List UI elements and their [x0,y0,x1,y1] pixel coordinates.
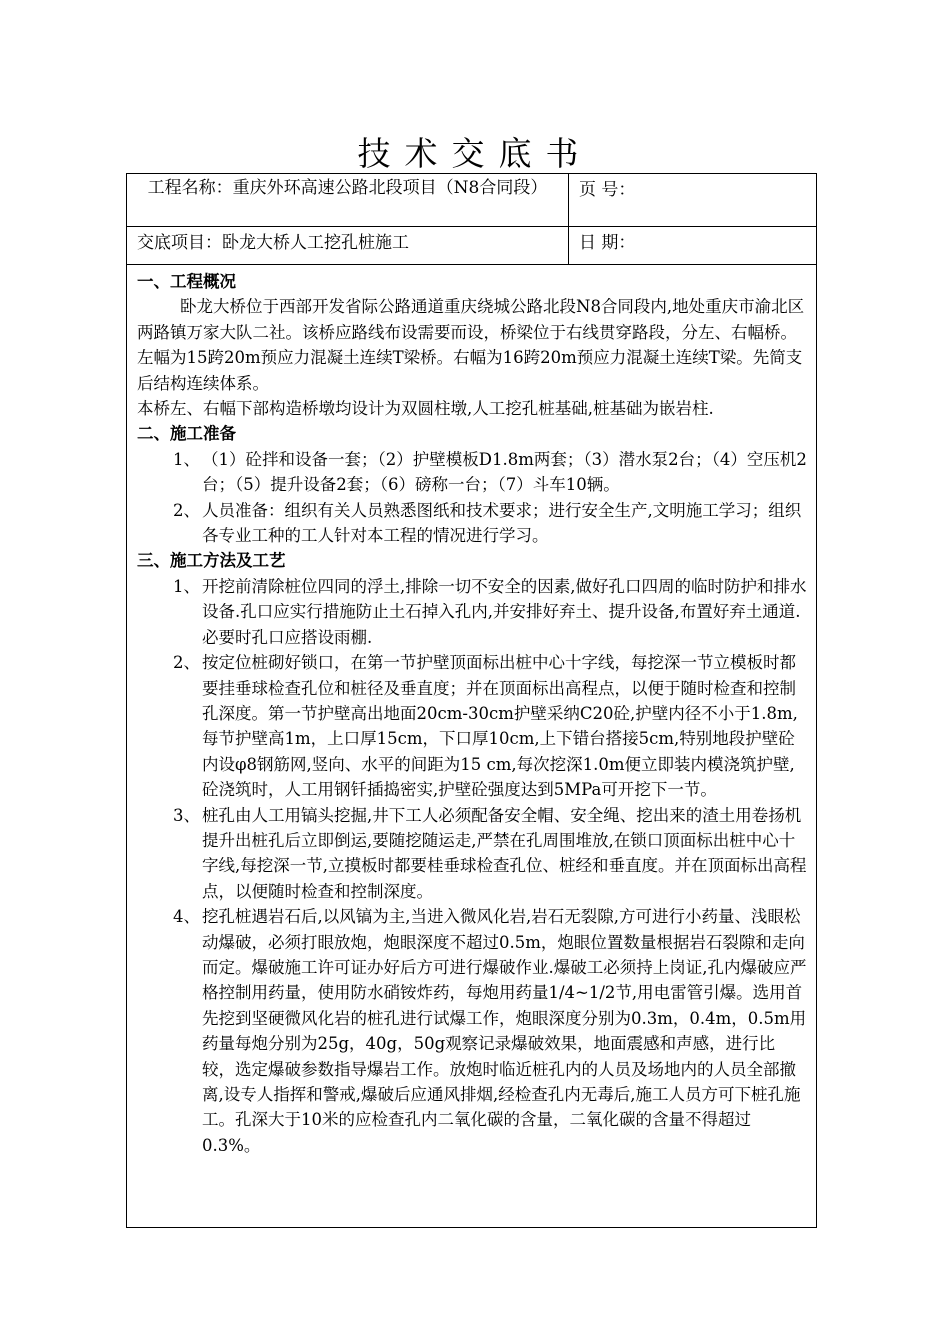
page-number-cell [569,174,817,227]
page-number-label: 页 号： [579,180,636,200]
list-item [137,803,808,905]
list-text: 按定位桩砌好锁口，在第一节护壁顶面标出桩中心十字线，每挖深一节立模板时都要挂垂球检查孔位和桩径及垂直度；并在顶面标出高程点，以便于随时检查和控制孔深度。第一节护壁高出地面20cm-30cm护壁采纳C20砼,护壁内径不小于1.8m,每节护壁高1m，上口厚15cm，下口厚10cm,上下错台搭接5cm,特别地段护壁砼内设φ8钢筋网,竖向、水平的间距为15 cm,每次挖深1.0m便立即装内模浇筑护壁,砼浇筑时，人工用钢钎插捣密实,护壁砼强度达到5MPa可开挖下一节。 [202,653,798,800]
disclosure-table [126,173,817,1228]
list-number: 4、 [173,907,200,927]
list-number: 1、 [173,449,200,469]
disclosure-item-label: 交底项目：卧龙大桥人工挖孔桩施工 [137,233,409,253]
list-text: 桩孔由人工用镐头挖掘,井下工人必须配备安全帽、安全绳、挖出来的渣土用卷扬机提升出桩孔后立即倒运,要随挖随运走,严禁在孔周围堆放,在锁口顶面标出桩中心十字线,每挖深一节,立摸板时都要桂垂球检查孔位、桩经和垂直度。并在顶面标出高程点，以便随时检查和控制深度。 [202,805,807,901]
paragraph: 本桥左、右幅下部构造桥墩均设计为双圆柱墩,人工挖孔桩基础,桩基础为嵌岩柱. [137,399,714,419]
project-name-label: 工程名称：重庆外环高速公路北段项目（N8合同段） [147,178,548,198]
list-number: 1、 [173,576,200,596]
list-number: 2、 [173,653,200,673]
project-name-cell [127,174,569,227]
list-text: （1）砼拌和设备一套；（2）护壁模板D1.8m两套；（3）潜水泵2台；（4）空压机2台；（5）提升设备2套；（6）磅称一台；（7）斗车10辆。 [202,449,807,495]
document-title: 技术交底书 [357,134,593,173]
list-item [137,904,808,1158]
list-item [137,498,808,549]
disclosure-item-cell [127,227,569,265]
list-item [137,650,808,802]
list-text: 开挖前清除桩位四同的浮土,排除一切不安全的因素,做好孔口四周的临时防护和排水设备.孔口应实行措施防止土石掉入孔内,并安排好弃土、提升设备,布置好弃土通道.必要时孔口应搭设雨棚. [202,576,807,647]
date-label: 日 期： [579,233,636,253]
list-number: 3、 [173,805,200,825]
list-text: 人员准备：组织有关人员熟悉图纸和技术要求；进行安全生产,文明施工学习；组织各专业工种的工人针对本工程的情况进行学习。 [202,500,802,546]
content-cell [127,265,817,1228]
list-text: 挖孔桩遇岩石后,以风镐为主,当进入微风化岩,岩石无裂隙,方可进行小药量、浅眼松动爆破，必须打眼放炮，炮眼深度不超过0.5m，炮眼位置数量根据岩石裂隙和走向而定。爆破施工许可证办好后方可进行爆破作业.爆破工必须持上岗证,孔内爆破应严格控制用药量，使用防水硝铵炸药，每炮用药量1/4~1/2节,用电雷管引爆。选用首先挖到坚硬微风化岩的桩孔进行试爆工作，炮眼深度分别为0.3m，0.4m，0.5m用药量每炮分别为25g，40g，50g观察记录爆破效果，地面震感和声感，进行比较，选定爆破参数指导爆岩工作。放炮时临近桩孔内的人员及场地内的人员全部撤离,设专人指挥和警戒,爆破后应通风排烟,经检查孔内无毒后,施工人员方可下桩孔施工。孔深大于10米的应检查孔内二氧化碳的含量，二氧化碳的含量不得超过0.3%。 [202,907,807,1155]
date-cell [569,227,817,265]
section-heading: 二、施工准备 [137,424,236,444]
list-number: 2、 [173,500,200,520]
section-heading: 三、施工方法及工艺 [137,551,286,571]
list-item [137,447,808,498]
section-heading: 一、工程概况 [137,272,236,291]
list-item [137,574,808,650]
paragraph: 卧龙大桥位于西部开发省际公路通道重庆绕城公路北段N8合同段内,地处重庆市渝北区两路镇万家大队二社。该桥应路线布设需要而设，桥梁位于右线贯穿路段，分左、右幅桥。左幅为15跨20m预应力混凝土连续T梁桥。右幅为16跨20m预应力混凝土连续T梁。先简支后结构连续体系。 [137,297,805,393]
